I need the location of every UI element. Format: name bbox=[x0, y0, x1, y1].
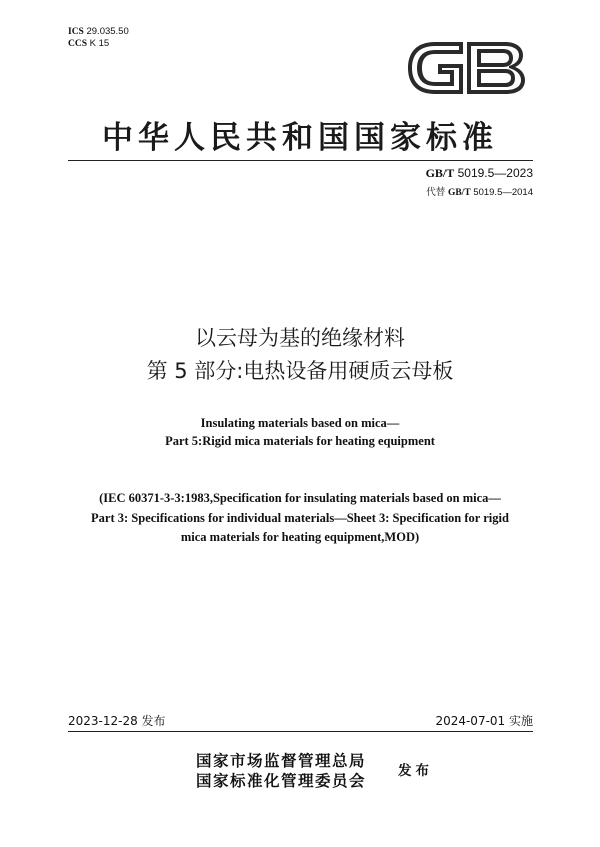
publish-label: 发布 bbox=[398, 763, 433, 779]
iec-equivalence-line3: mica materials for heating equipment,MOD) bbox=[180, 530, 420, 544]
footer-divider bbox=[68, 731, 533, 732]
gb-standard-logo bbox=[405, 40, 527, 96]
iec-equivalence-line1: (IEC 60371-3-3:1983,Specification for insulating materials based on mica— bbox=[99, 491, 501, 505]
replaces-standard: 代替 GB/T 5019.5—2014 bbox=[426, 187, 533, 198]
english-title-line1: Insulating materials based on mica— bbox=[200, 416, 400, 430]
classification-codes bbox=[68, 26, 129, 50]
gb-logo-g-icon bbox=[408, 42, 463, 94]
implementation-date: 2024-07-01 实施 bbox=[435, 714, 533, 728]
header-divider bbox=[68, 160, 533, 161]
gb-logo-b-icon bbox=[467, 42, 525, 94]
issuer-sac: 国家标准化管理委员会 bbox=[196, 771, 367, 790]
standard-number: GB/T 5019.5—2023 bbox=[425, 166, 533, 180]
issuer-samr: 国家市场监督管理总局 bbox=[196, 751, 367, 770]
chinese-title-line2: 第 5 部分:电热设备用硬质云母板 bbox=[146, 359, 454, 383]
ccs-code: CCS K 15 bbox=[68, 38, 110, 49]
english-title-line2: Part 5:Rigid mica materials for heating equipment bbox=[165, 434, 435, 448]
national-standard-title: 中华人民共和国国家标准 bbox=[102, 120, 498, 156]
iec-equivalence-line2: Part 3: Specifications for individual materials—Sheet 3: Specification for rigid bbox=[91, 511, 509, 525]
ics-code: ICS 29.035.50 bbox=[68, 26, 129, 37]
issue-date: 2023-12-28 发布 bbox=[68, 714, 166, 728]
chinese-title-line1: 以云母为基的绝缘材料 bbox=[195, 326, 405, 350]
